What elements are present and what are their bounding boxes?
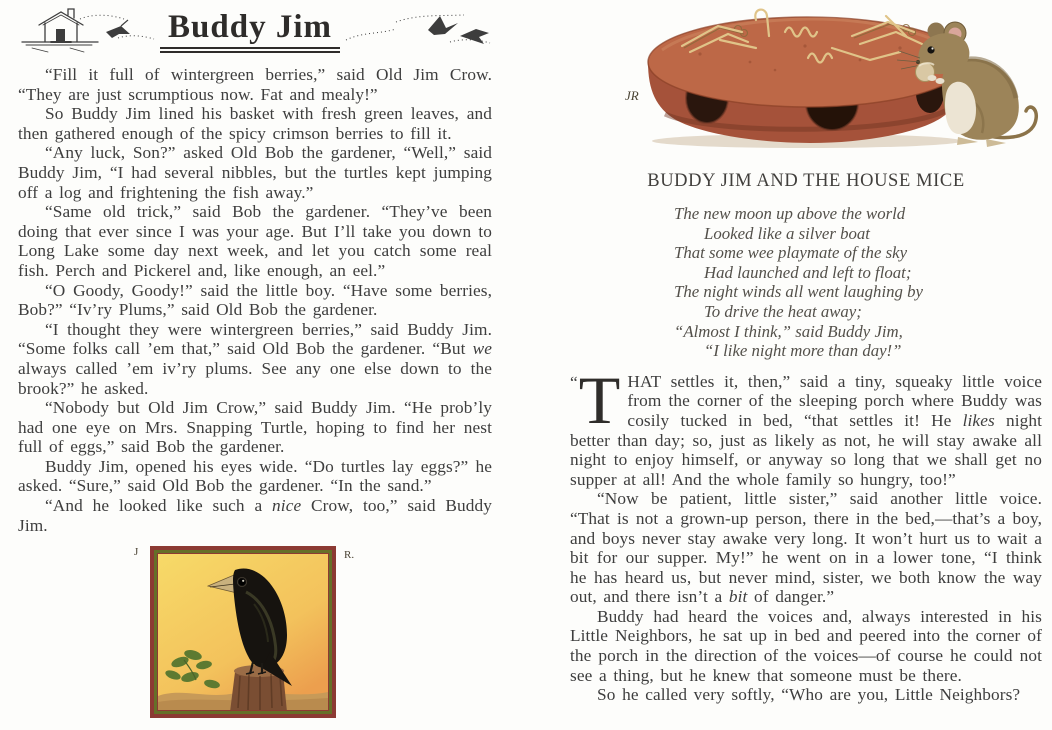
- paragraph-text: HAT settles it, then,” said a tiny, squeaky little voice from the corner of the sleeping porch where Buddy was cosily tucked in bed, “that settles it! He likes night better than day; so, just as likely as not, he will stay awake all night to enjoy himself, or anyway so long that we shall get no supper at all! And the whole family so hungry, too!”: [570, 371, 1042, 489]
- body-paragraph: “O Goody, Goody!” said the little boy. “Have some berries, Bob?” “Iv’ry Plums,” said Old Bob the gardener.: [18, 280, 492, 320]
- artist-initial-left: J: [134, 546, 139, 559]
- poem-line: To drive the heat away;: [704, 301, 862, 321]
- poem-line: Had launched and left to float;: [704, 262, 912, 282]
- chapter-title: BUDDY JIM AND THE HOUSE MICE: [647, 171, 965, 191]
- body-paragraph: “Nobody but Old Jim Crow,” said Buddy Jim. “He prob’ly had one eye on Mrs. Snapping Turtle, hoping to find her nest full of eggs,” said Bob the gardener.: [18, 398, 492, 457]
- drop-cap: “ T: [570, 361, 621, 438]
- artist-initial-right: R.: [344, 549, 355, 562]
- mousetrap-illustration: [570, 2, 1042, 154]
- poem-line: The night winds all went laughing by: [674, 282, 923, 302]
- body-paragraph: “Same old trick,” said Bob the gardener. “They’ve been doing that ever since I was your age. But I’ll take you down to Long Lake some day next week, and let you catch some real fish. Perch and Pickerel and, like enough, an eel.”: [18, 202, 492, 280]
- poem-line: That some wee playmate of the sky: [674, 243, 908, 263]
- poem-line: “Almost I think,” said Buddy Jim,: [674, 321, 903, 341]
- poem-line: “I like night more than day!”: [704, 341, 902, 361]
- body-paragraph: “I thought they were wintergreen berries,” said Buddy Jim. “Some folks call ’em that,” said Old Bob the gardener. “But we always called ’em iv’ry plums. See any one else down to the brook?” he asked.: [18, 319, 492, 398]
- body-paragraph: “Now be patient, little sister,” said another little voice. “That is not a grown-up person, there in the bed,—that’s a boy, and boys never stay awake very long. It won’t hurt us to wait a bit for our supper. My!” he went on in a lower tone, “I think he has heard us, but never mind, sister, we both know the way out, and there isn’t a bit of danger.”: [570, 489, 1042, 607]
- body-paragraph: Buddy Jim, opened his eyes wide. “Do turtles lay eggs?” he asked. “Sure,” said Old Bob the gardener. “In the sand.”: [18, 456, 492, 496]
- page-header: [18, 4, 492, 58]
- body-paragraph: “Fill it full of wintergreen berries,” said Old Jim Crow. “They are just scrumptious now. Fat and mealy!”: [18, 65, 492, 104]
- crow-illustration: [132, 538, 382, 730]
- mouse-and-trap-icon: [570, 2, 1040, 154]
- left-text-column: [18, 65, 492, 535]
- crow-on-stump-icon: [150, 546, 336, 718]
- book-title: Buddy Jim: [160, 9, 340, 53]
- body-paragraph: So he called very softly, “Who are you, Little Neighbors?: [597, 685, 1021, 705]
- right-text-column: [570, 361, 1042, 705]
- left-page: [18, 0, 492, 730]
- poem-line: Looked like a silver boat: [704, 223, 870, 243]
- artist-signature: JR: [625, 88, 639, 103]
- body-paragraph: “Any luck, Son?” asked Old Bob the gardener, “Well,” said Buddy Jim, “I had several nibbles, but the turtles kept jumping off a log and frightening the fish away.”: [18, 143, 492, 202]
- flying-birds-icon: [342, 8, 492, 54]
- poem-line: The new moon up above the world: [674, 204, 906, 223]
- right-page: [570, 0, 1042, 730]
- body-paragraph: So Buddy Jim lined his basket with fresh green leaves, and then gathered enough of the spicy crimson berries to fill it.: [18, 104, 492, 143]
- poem: [674, 204, 1042, 361]
- body-paragraph: “And he looked like such a nice Crow, too,” said Buddy Jim.: [18, 496, 493, 535]
- birdhouse-icon: [18, 8, 158, 54]
- body-paragraph: Buddy had heard the voices and, always interested in his Little Neighbors, he sat up in bed and peered into the corner of the porch in the direction of the voices—of course he could not see a thing, but he knew that someone must be there.: [570, 606, 1042, 685]
- body-paragraph: [570, 361, 1042, 490]
